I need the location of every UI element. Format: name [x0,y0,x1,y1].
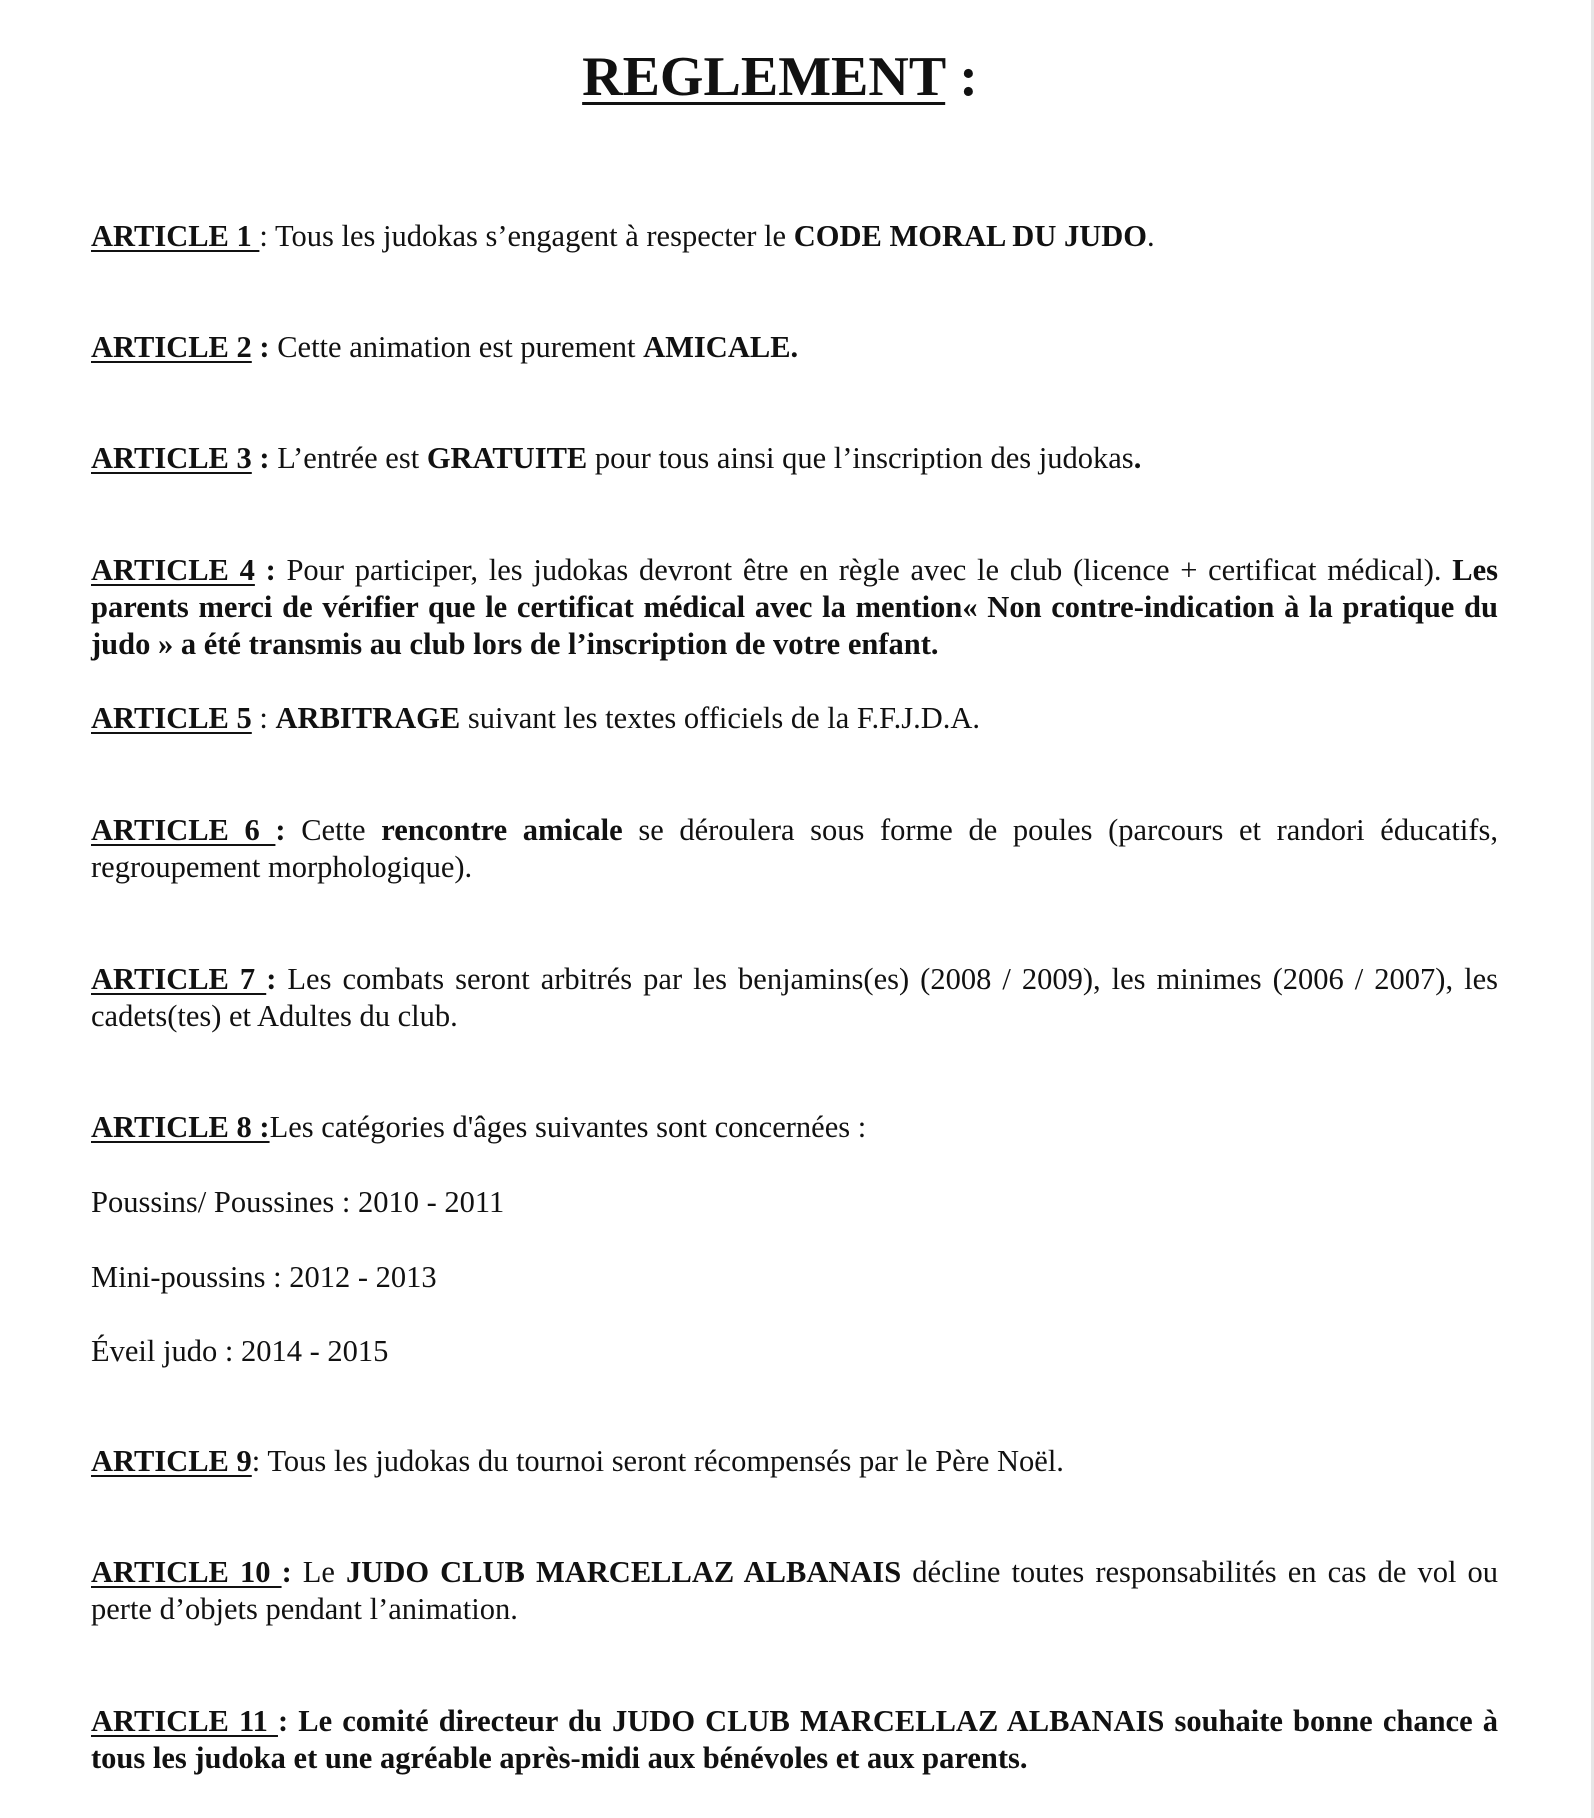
article-1-bold: CODE MORAL DU JUDO [793,219,1147,253]
article-4-text: Pour participer, les judokas devront être en règle avec le club (licence + certificat médical). [286,553,1453,587]
article-7-label: ARTICLE 7 [91,962,267,996]
article-4 [91,552,1498,663]
article-3-sep: : [251,441,278,475]
article-4-sep: : [254,553,287,587]
article-11-sep: : [277,1704,299,1738]
article-3-label: ARTICLE 3 [91,441,252,475]
article-1 [91,218,1498,255]
article-8-text: Les catégories d'âges suivantes sont concernées : [269,1110,867,1144]
article-9 [91,1443,1498,1480]
article-7 [91,961,1498,1035]
article-2-label: ARTICLE 2 [91,330,252,364]
article-6-text: Cette [301,813,382,847]
article-10-label: ARTICLE 10 [91,1555,282,1589]
article-1-label: ARTICLE 1 [91,219,260,253]
article-2-sep: : [251,330,278,364]
article-1-text: Tous les judokas s’engagent à respecter le [274,219,794,253]
article-3-bold-2: . [1133,441,1142,475]
article-5 [91,700,1498,737]
article-6-sep: : [275,813,302,847]
article-6-label: ARTICLE 6 [91,813,276,847]
page-title-text: REGLEMENT [582,46,946,108]
category-poussins: Poussins/ Poussines : 2010 - 2011 [91,1185,505,1219]
article-10-text: Le [302,1555,347,1589]
page-title-suffix: : [945,46,978,108]
article-9-label: ARTICLE 9 [91,1444,252,1478]
page-title [0,42,1560,112]
article-7-text: Les combats seront arbitrés par les benjamins(es) (2008 / 2009), les minimes (2006 / 2007), les cadets(tes) et Adultes du club. [91,962,1498,1033]
article-3-text: L’entrée est [277,441,427,475]
category-mini-poussins: Mini-poussins : 2012 - 2013 [91,1260,437,1294]
category-eveil-judo: Éveil judo : 2014 - 2015 [91,1334,389,1368]
article-7-sep: : [266,962,288,996]
article-4-label: ARTICLE 4 [91,553,255,587]
article-2-text: Cette animation est purement [277,330,644,364]
article-5-text: suivant les textes officiels de la F.F.J.D.A. [460,701,981,735]
article-3-text-2: pour tous ainsi que l’inscription des judokas [587,441,1134,475]
article-1-sep: : [259,219,275,253]
article-2 [91,329,1498,366]
article-6 [91,812,1498,886]
article-6-bold: rencontre amicale [381,813,623,847]
article-5-bold: ARBITRAGE [275,701,461,735]
article-9-text: : Tous les judokas du tournoi seront récompensés par le Père Noël. [251,1444,1064,1478]
article-1-end: . [1147,219,1155,253]
article-8-label: ARTICLE 8 : [91,1110,270,1144]
article-3-bold: GRATUITE [426,441,588,475]
article-10-sep: : [281,1555,303,1589]
article-5-sep: : [251,701,276,735]
article-10 [91,1554,1498,1628]
article-11 [91,1703,1498,1777]
article-11-label: ARTICLE 11 [91,1704,278,1738]
article-2-bold: AMICALE. [643,330,799,364]
article-4-bold: Les parents merci de vérifier que le certificat médical avec la mention« Non contre-indication à la pratique du judo » a été transmis au club lors de l’inscription de votre enfant. [91,553,1498,661]
article-8 [91,1109,1498,1146]
article-5-label: ARTICLE 5 [91,701,252,735]
article-10-bold: JUDO CLUB MARCELLAZ ALBANAIS [346,1555,902,1589]
article-3 [91,440,1498,477]
article-11-bold: Le comité directeur du JUDO CLUB MARCELLAZ ALBANAIS souhaite bonne chance à tous les judoka et une agréable après-midi aux bénévoles et aux parents. [91,1704,1498,1775]
article-6-text-2: se déroulera sous forme de poules (parcours et randori éducatifs, regroupement morphologique). [91,813,1498,884]
article-10-text-2: décline toutes responsabilités en cas de vol ou perte d’objets pendant l’animation. [91,1555,1498,1626]
